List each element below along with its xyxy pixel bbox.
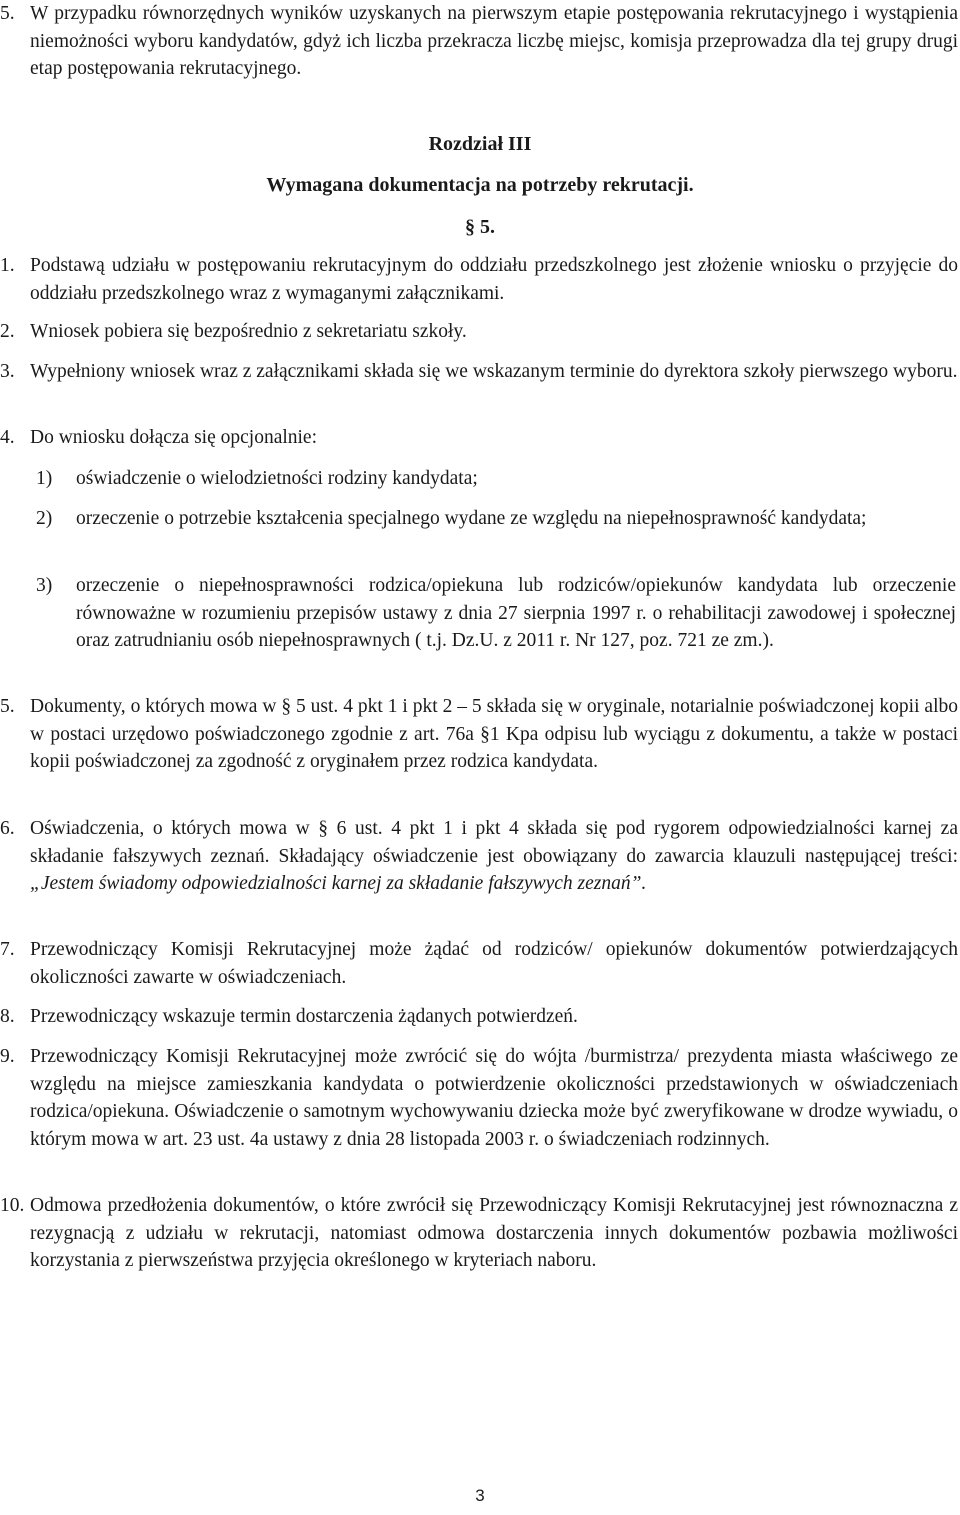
sub-item-1 (36, 465, 956, 493)
list-item-3 (0, 358, 958, 386)
item-text: Podstawą udziału w postępowaniu rekrutacyjnym do oddziału przedszkolnego jest złożenie wniosku o przyjęcie do oddziału przedszkolnego wraz z wymaganymi załącznikami. (30, 255, 958, 304)
item-text: Przewodniczący Komisji Rekrutacyjnej może zwrócić się do wójta /burmistrza/ prezydenta miasta właściwego ze względu na miejsce zamieszkania kandydata o potwierdzenie okoliczności przedstawionych w oświadczeniach rodzica/opiekuna. Oświadczenie o samotnym wychowywaniu dziecka może być zweryfikowane w drodze wywiadu, o którym mowa w art. 23 ust. 4a ustawy z dnia 28 listopada 2003 r. o świadczeniach rodzinnych. (30, 1046, 958, 1150)
item-number: 6. (0, 818, 15, 839)
list-item-4 (0, 424, 958, 452)
sub-item-number: 2) (36, 508, 53, 529)
list-item-5 (0, 693, 958, 776)
item-number: 9. (0, 1046, 15, 1067)
list-item-9 (0, 1043, 958, 1153)
sub-item-number: 3) (36, 575, 53, 596)
item-number: 5. (0, 696, 15, 717)
item-number: 7. (0, 939, 15, 960)
item-text: Dokumenty, o których mowa w § 5 ust. 4 pkt 1 i pkt 2 – 5 składa się w oryginale, notarialnie poświadczonej kopii albo w postaci urzędowo poświadczonego zgodnie z art. 76a §1 Kpa odpisu lub wyciągu z dokumentu, a także w postaci kopii poświadczonej za zgodność z oryginałem przez rodzica kandydata. (30, 696, 958, 772)
item-text: Odmowa przedłożenia dokumentów, o które zwrócił się Przewodniczący Komisji Rekrutacyjnej jest równoznaczna z rezygnacją z udziału w rekrutacji, natomiast odmowa dostarczenia innych dokumentów pozbawia możliwości korzystania z pierwszeństwa przyjęcia określonego w kryteriach naboru. (30, 1195, 958, 1271)
sub-item-2 (36, 505, 956, 533)
item-number: 3. (0, 361, 15, 382)
item-number: 1. (0, 255, 15, 276)
item-text: Przewodniczący Komisji Rekrutacyjnej może żądać od rodziców/ opiekunów dokumentów potwierdzających okoliczności zawarte w oświadczeniach. (30, 939, 958, 988)
page-number: 3 (475, 1486, 485, 1505)
sub-item-text: oświadczenie o wielodzietności rodziny kandydata; (76, 468, 478, 489)
sub-item-number: 1) (36, 468, 53, 489)
item-text: W przypadku równorzędnych wyników uzyskanych na pierwszym etapie postępowania rekrutacyjnego i wystąpienia niemożności wyboru kandydatów, gdyż ich liczba przekracza liczbę miejsc, komisja przeprowadza dla tej grupy drugi etap postępowania rekrutacyjnego. (30, 3, 958, 79)
list-item-7 (0, 936, 958, 991)
item-text: Wypełniony wniosek wraz z załącznikami składa się we wskazanym terminie do dyrektora szkoły pierwszego wyboru. (30, 361, 958, 382)
item-text: Do wniosku dołącza się opcjonalnie: (30, 427, 318, 448)
item-number: 5. (0, 3, 15, 24)
item-text: Przewodniczący wskazuje termin dostarczenia żądanych potwierdzeń. (30, 1006, 578, 1027)
list-item-6 (0, 815, 958, 898)
paragraph-item-5-top (0, 0, 958, 83)
sub-item-3 (36, 572, 956, 655)
sub-item-text: orzeczenie o niepełnosprawności rodzica/opiekuna lub rodziców/opiekunów kandydata lub orzeczenie równoważne w rozumieniu przepisów ustawy z dnia 27 sierpnia 1997 r. o rehabilitacji zawodowej i społecznej oraz zatrudnianiu osób niepełnosprawnych ( t.j. Dz.U. z 2011 r. Nr 127, poz. 721 ze zm.). (76, 575, 956, 651)
section-paragraph-symbol: § 5. (465, 216, 495, 238)
list-item-8 (0, 1003, 958, 1031)
item-number: 4. (0, 427, 15, 448)
item-number: 8. (0, 1006, 15, 1027)
chapter-title: Rozdział III (428, 133, 532, 155)
sub-item-text: orzeczenie o potrzebie kształcenia specjalnego wydane ze względu na niepełnosprawność kandydata; (76, 508, 867, 529)
item-text: Wniosek pobiera się bezpośrednio z sekretariatu szkoły. (30, 321, 467, 342)
list-item-1 (0, 252, 958, 307)
list-item-2 (0, 318, 958, 346)
item-number: 10. (0, 1195, 25, 1216)
item-number: 2. (0, 321, 15, 342)
chapter-subtitle: Wymagana dokumentacja na potrzeby rekrutacji. (266, 174, 694, 196)
list-item-10 (0, 1192, 958, 1275)
item-text: Oświadczenia, o których mowa w § 6 ust. 4 pkt 1 i pkt 4 składa się pod rygorem odpowiedzialności karnej za składanie fałszywych zeznań. Składający oświadczenie jest obowiązany do zawarcia klauzuli następującej treści: (30, 818, 958, 867)
italic-clause: „Jestem świadomy odpowiedzialności karnej za składanie fałszywych zeznań”. (30, 873, 647, 894)
